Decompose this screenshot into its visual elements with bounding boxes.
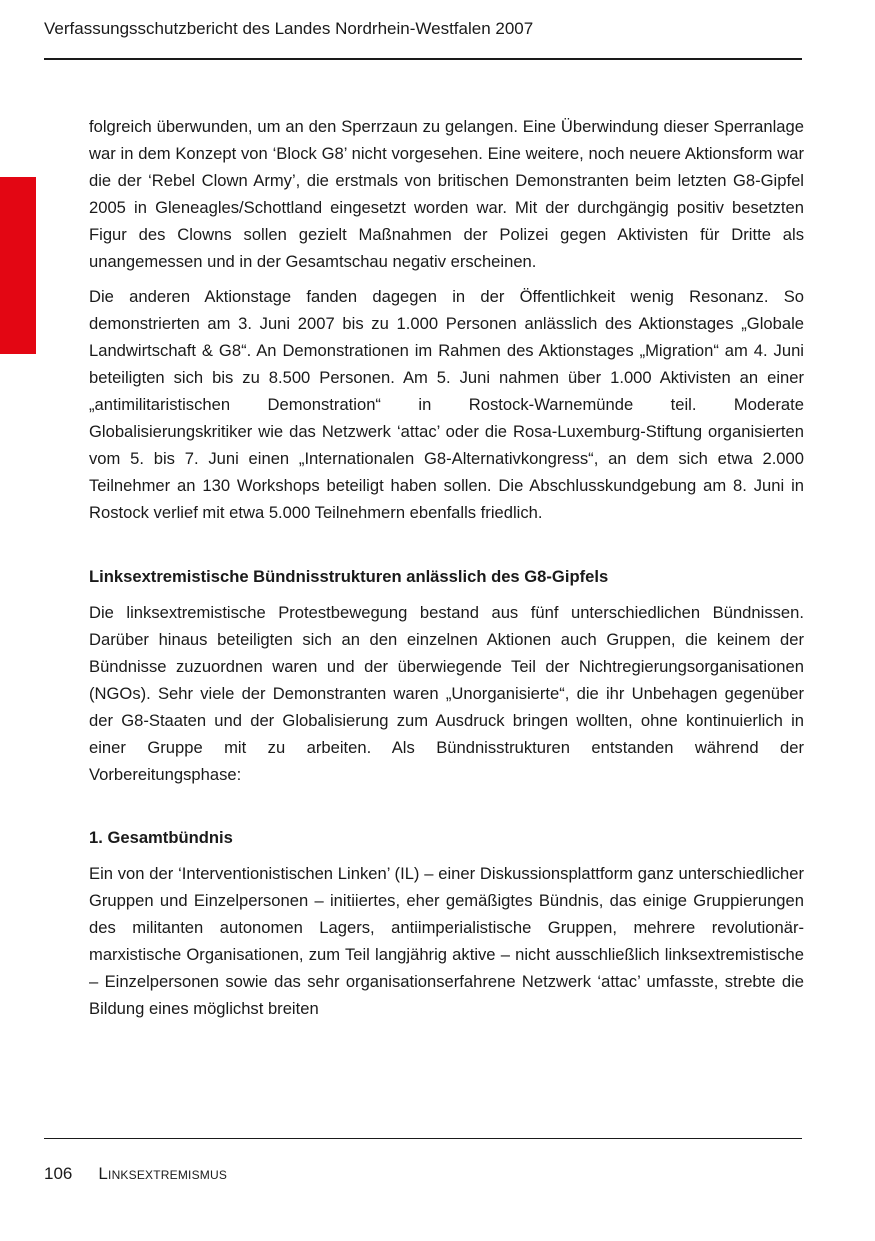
subsection-heading: 1. Gesamtbündnis bbox=[89, 828, 233, 847]
paragraph-2: Die anderen Aktionstage fanden dagegen in der Öffentlichkeit wenig Resonanz. So demonstrierten am 3. Juni 2007 bis zu 1.000 Personen anlässlich des Aktionstages „Globale Landwirtschaft & G8“. An Demonstrationen im Rahmen des Aktionstages „Migration“ am 4. Juni beteiligten sich bis zu 8.500 Personen. Am 5. Juni nahmen über 1.000 Aktivisten an einer „antimilitaristischen Demonstration“ in Rostock-Warnemünde teil. Moderate Globalisierungskritiker wie das Netzwerk ‘attac’ oder die Rosa-Luxemburg-Stiftung organisierten vom 5. bis 7. Juni einen „Internationalen G8-Alternativkongress“, an dem sich etwa 2.000 Teilnehmer an 130 Workshops beteiligt haben sollen. Die Abschlusskundgebung am 8. Juni in Rostock verlief mit etwa 5.000 Teilnehmern ebenfalls friedlich. bbox=[89, 287, 804, 522]
running-header: Verfassungsschutzbericht des Landes Nordrhein-Westfalen 2007 bbox=[44, 19, 534, 38]
paragraph-1: folgreich überwunden, um an den Sperrzaun zu gelangen. Eine Überwindung dieser Sperranlage war in dem Konzept von ‘Block G8’ nicht vorgesehen. Eine weitere, noch neuere Aktionsform war die der ‘Rebel Clown Army’, die erstmals von britischen Demonstranten beim letzten G8-Gipfel 2005 in Gleneagles/Schottland eingesetzt worden war. Mit der durchgängig positiv besetzten Figur des Clowns sollen gezielt Maßnahmen der Polizei gegen Aktivisten für Dritte als unangemessen und in der Gesamtschau negativ erscheinen. bbox=[89, 117, 804, 271]
header-rule bbox=[44, 58, 802, 60]
section-label: Linksextremismus bbox=[98, 1164, 228, 1183]
page-number: 106 bbox=[44, 1164, 73, 1183]
footer-rule bbox=[44, 1138, 802, 1139]
paragraph-4: Ein von der ‘Interventionistischen Linken’ (IL) – einer Diskussionsplattform ganz unterschiedlicher Gruppen und Einzelpersonen – initiiertes, eher gemäßigtes Bündnis, das einige Gruppierungen des militanten autonomen Lagers, antiimperialistische Gruppen, mehrere revolutionär-marxistische Organisationen, zum Teil langjährig aktive – nicht ausschließlich linksextremistische – Einzelpersonen sowie das sehr organisationserfahrene Netzwerk ‘attac’ umfasste, strebte die Bildung eines möglichst breiten bbox=[89, 864, 804, 1018]
page-footer bbox=[44, 1162, 227, 1186]
page-body bbox=[89, 113, 804, 1022]
section-heading: Linksextremistische Bündnisstrukturen anlässlich des G8-Gipfels bbox=[89, 567, 609, 586]
paragraph-3: Die linksextremistische Protestbewegung bestand aus fünf unterschiedlichen Bündnissen. Darüber hinaus beteiligten sich an den einzelnen Aktionen auch Gruppen, die keinem der Bündnisse zuzuordnen waren und der überwiegende Teil der Nichtregierungsorganisationen (NGOs). Sehr viele der Demonstranten waren „Unorganisierte“, die ihr Unbehagen gegenüber der G8-Staaten und der Globalisierung zum Ausdruck bringen wollten, ohne kontinuierlich in einer Gruppe mit zu arbeiten. Als Bündnisstrukturen entstanden während der Vorbereitungsphase: bbox=[89, 603, 804, 784]
chapter-marker bbox=[0, 177, 36, 354]
